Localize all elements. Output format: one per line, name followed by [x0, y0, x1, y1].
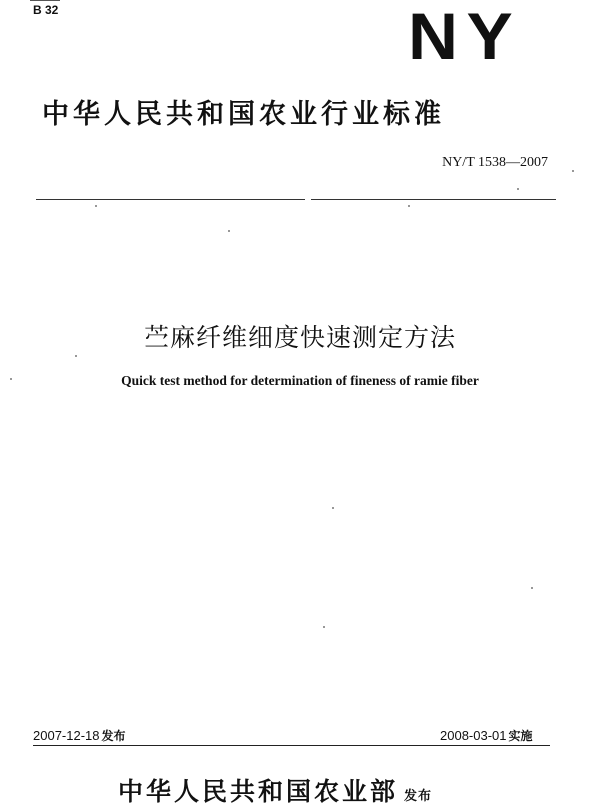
scan-speck	[531, 587, 533, 589]
scan-speck	[323, 626, 325, 628]
header-divider	[36, 199, 556, 200]
standard-authority-title: 中华人民共和国农业行业标准	[42, 99, 445, 130]
document-title-chinese: 苎麻纤维细度快速测定方法	[143, 323, 456, 352]
issuing-authority	[118, 772, 432, 808]
scan-speck	[228, 230, 230, 232]
document-title-english: Quick test method for determination of fineness of ramie fiber	[121, 373, 479, 388]
ny-logo: NY	[408, 0, 522, 73]
implementation-date: 2008-03-01	[440, 728, 507, 743]
scan-speck	[408, 205, 410, 207]
implementation-date-block	[440, 727, 533, 744]
scan-speck	[517, 188, 519, 190]
scan-speck	[332, 507, 334, 509]
issuer-name: 中华人民共和国农业部	[118, 777, 399, 806]
issuer-action: 发布	[404, 789, 433, 804]
scan-speck	[95, 205, 97, 207]
scan-speck	[10, 378, 12, 380]
footer-divider	[33, 745, 550, 746]
implementation-label: 实施	[508, 729, 533, 743]
issue-date-block	[33, 727, 126, 744]
standard-number: NY/T 1538—2007	[442, 155, 548, 170]
issue-label: 发布	[101, 729, 126, 743]
issue-date: 2007-12-18	[33, 728, 100, 743]
ccs-underline	[30, 0, 60, 1]
scan-speck	[75, 355, 77, 357]
header-divider-gap	[305, 197, 311, 201]
ccs-classification-code: B 32	[33, 3, 59, 17]
scan-speck	[572, 170, 574, 172]
